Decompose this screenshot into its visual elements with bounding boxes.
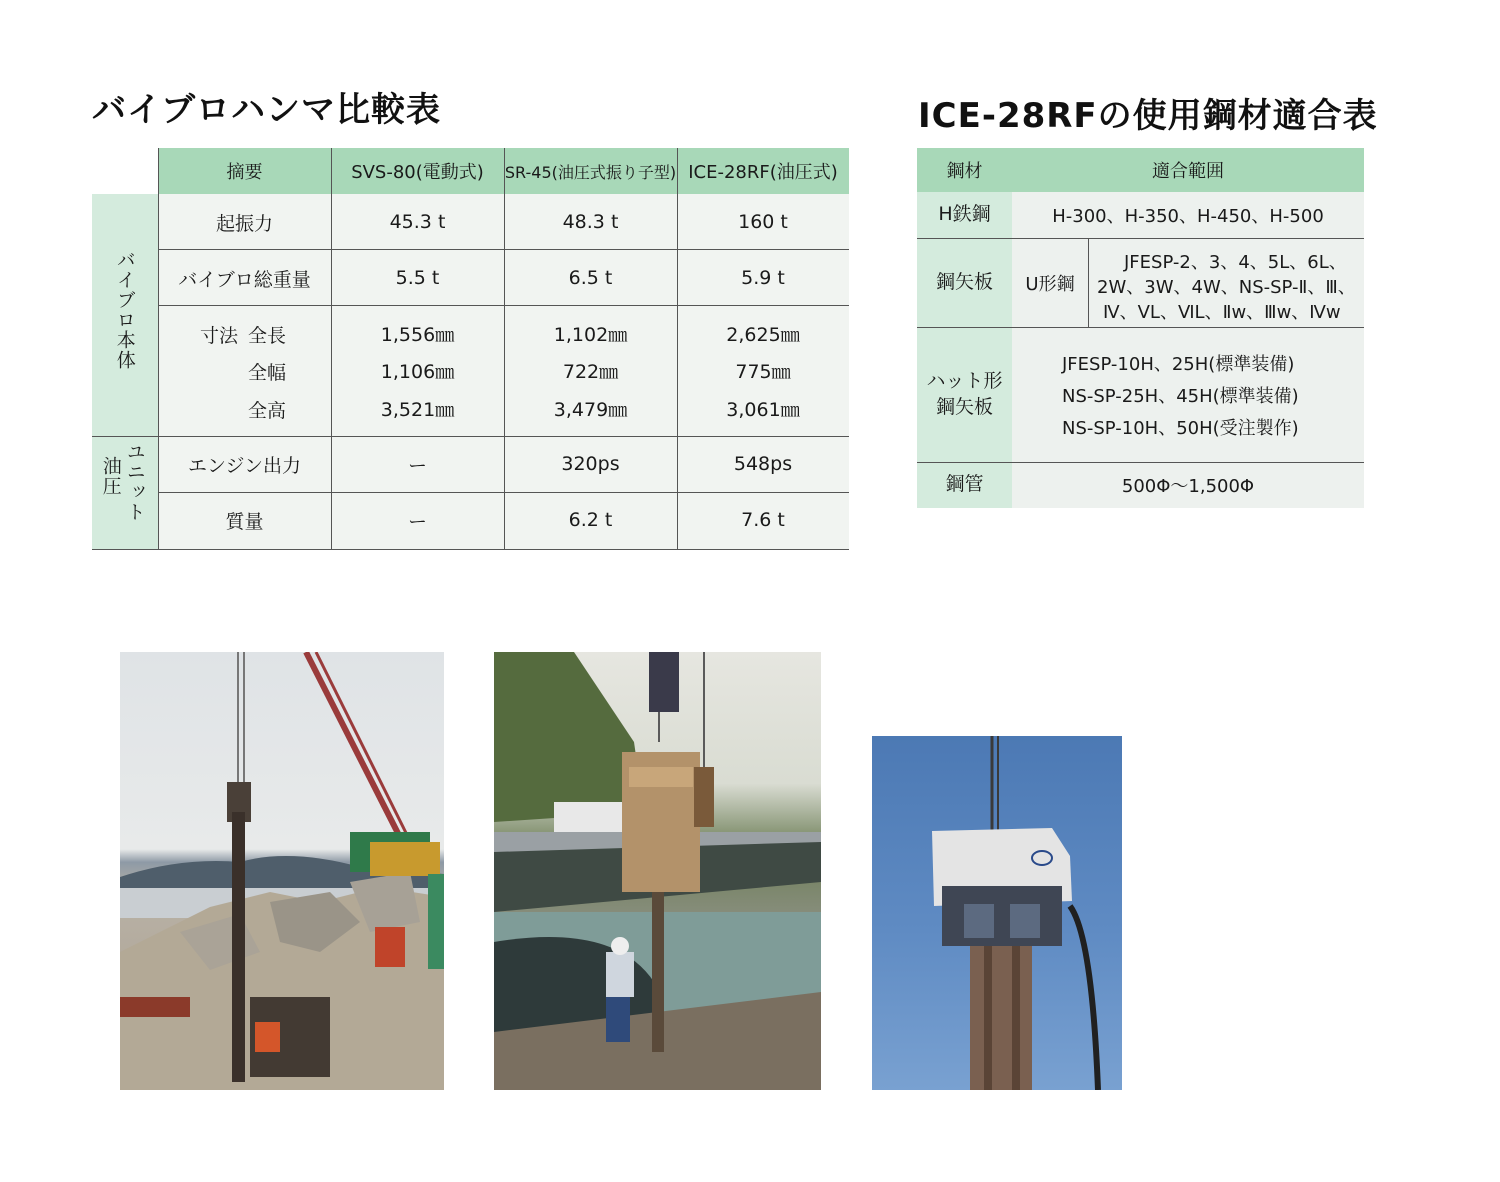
vibro-hammer-comparison-table [92, 148, 849, 550]
hat-label-b: 鋼矢板 [935, 395, 993, 418]
row-label-vibration-force: 起振力 [215, 212, 273, 235]
row-label-mass: 質量 [225, 510, 264, 533]
group-vibro-body [92, 194, 158, 436]
vibro-hammer-scene [872, 736, 1122, 1090]
header-sr45: SR-45(油圧式振り子型) [504, 148, 677, 194]
table-cell: 45.3 t [389, 211, 446, 233]
table-cell: 722㎜ [562, 360, 619, 383]
row-label-length: 全長 [248, 325, 287, 347]
ice-28rf-vibro-hammer-photo [872, 736, 1122, 1090]
table-cell: 320ps [561, 453, 620, 475]
table-cell: 5.9 t [741, 267, 785, 289]
group-unit-label-a: 油圧 [99, 456, 122, 496]
hat-label-a: ハット形 [926, 369, 1003, 392]
grid-line [158, 148, 159, 550]
grid-line [1088, 238, 1089, 327]
row-label-width: 全幅 [248, 362, 287, 384]
hat-line: JFESP-10H、25H(標準装備) [1062, 354, 1295, 375]
grid-line [158, 249, 849, 250]
steel-compatibility-table [917, 148, 1364, 508]
table-cell: 160 t [738, 211, 788, 233]
table-cell: 7.6 t [741, 509, 785, 531]
sheet-line: JFESP-2、3、4、5L、6L、 [1124, 252, 1347, 273]
table-cell: 6.5 t [568, 267, 613, 289]
header-steel: 鋼材 [917, 148, 1012, 192]
sheet-line: Ⅳ、ⅤL、ⅥL、Ⅱw、Ⅲw、Ⅳw [1103, 302, 1341, 323]
table-cell: H-300、H-350、H-450、H-500 [1052, 206, 1324, 227]
table-cell: 1,106㎜ [380, 360, 455, 383]
row-label-total-weight: バイブロ総重量 [178, 268, 311, 291]
hat-line: NS-SP-10H、50H(受注製作) [1062, 418, 1299, 439]
steel-table-title: ICE-28RFの使用鋼材適合表 [918, 96, 1378, 136]
row-label-engine-output: エンジン出力 [187, 454, 302, 477]
table-cell: 548ps [733, 453, 793, 475]
table-cell: 1,102㎜ [553, 323, 628, 346]
header-svs80: SVS-80(電動式) [331, 148, 504, 194]
row-label-dimensions: 寸法 [200, 325, 239, 347]
riverside-scene [494, 652, 821, 1090]
row-label-height: 全高 [248, 400, 287, 422]
table-cell: ー [407, 454, 427, 477]
group-hydraulic-unit [92, 436, 158, 550]
table-cell: 3,521㎜ [380, 398, 455, 421]
grid-line [92, 549, 849, 550]
hat-line: NS-SP-25H、45H(標準装備) [1062, 386, 1299, 407]
table-cell: 2,625㎜ [726, 323, 800, 346]
row-label-h-steel: H鉄鋼 [917, 192, 1012, 238]
row-label-sheet-pile: 鋼矢板 [917, 238, 1012, 327]
table-cell: ー [407, 510, 427, 533]
riverside-pile-driving-photo [494, 652, 821, 1090]
header-summary: 摘要 [158, 148, 331, 194]
crane-scene [120, 652, 444, 1090]
table-cell: 5.5 t [395, 267, 440, 289]
table-corner [92, 148, 158, 194]
sheet-line: 2W、3W、4W、NS-SP-Ⅱ、Ⅲ、 [1097, 277, 1356, 298]
table-cell: 48.3 t [562, 211, 619, 233]
grid-line [158, 492, 849, 493]
table-cell: 500Φ〜1,500Φ [1121, 476, 1255, 497]
table-cell: 1,556㎜ [380, 323, 455, 346]
sub-label-u-type: U形鋼 [1025, 273, 1075, 295]
grid-line [917, 327, 1364, 328]
crane-pile-driving-photo [120, 652, 444, 1090]
table-cell: 3,061㎜ [726, 398, 800, 421]
table-cell: 775㎜ [735, 360, 791, 383]
grid-line [504, 148, 505, 550]
grid-line [677, 148, 678, 550]
comparison-title: バイブロハンマ比較表 [92, 90, 441, 130]
group-unit-label-b: ユニット [123, 442, 146, 522]
grid-line [158, 305, 849, 306]
header-range: 適合範囲 [1012, 148, 1364, 192]
grid-line [917, 238, 1364, 239]
table-cell: 6.2 t [568, 509, 613, 531]
grid-line [331, 148, 332, 550]
row-label-pipe: 鋼管 [917, 462, 1012, 508]
row-label-hat-sheet [917, 327, 1012, 462]
grid-line [917, 462, 1364, 463]
table-cell: 3,479㎜ [553, 398, 628, 421]
group-vibro-label: バイブロ本体 [113, 250, 136, 370]
header-ice28rf: ICE-28RF(油圧式) [677, 148, 849, 194]
grid-line [92, 436, 849, 437]
